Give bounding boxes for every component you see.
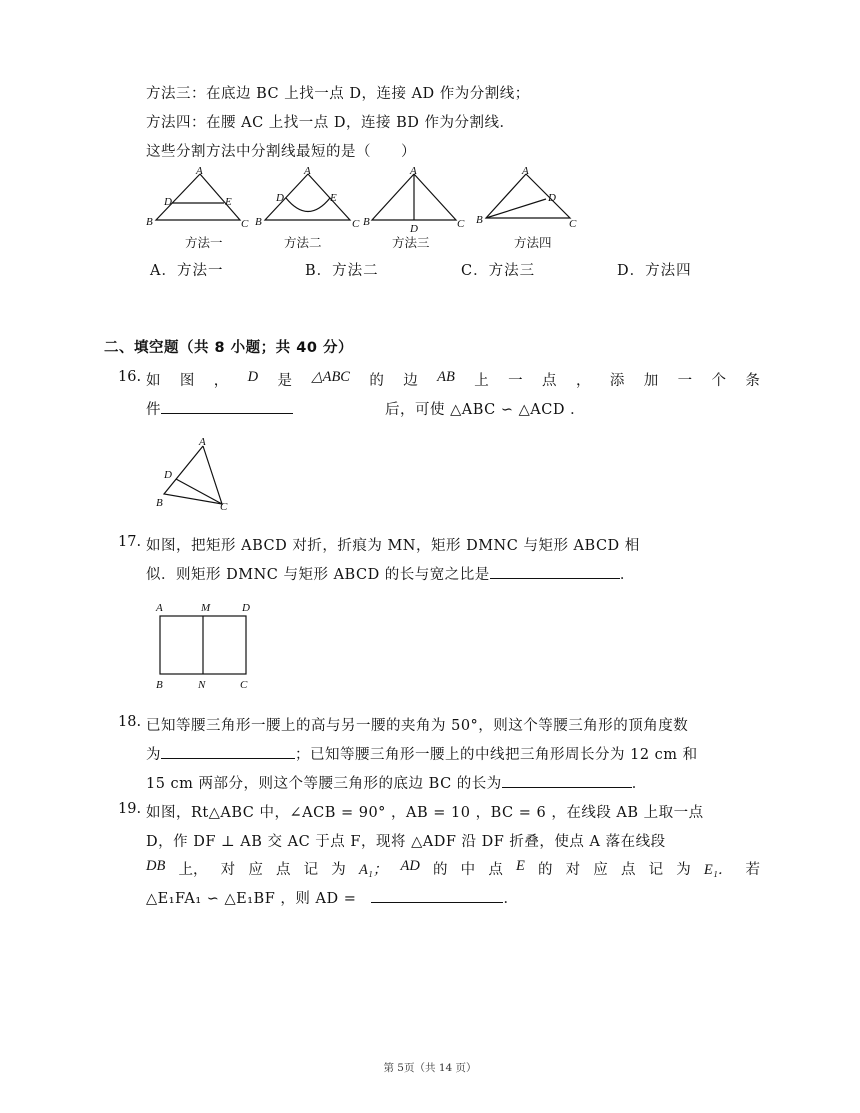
q18-line1: 已知等腰三角形一腰上的高与另一腰的夹角为 50°，则这个等腰三角形的顶角度数 [146,718,689,734]
svg-text:A: A [156,602,163,614]
svg-text:D: D [164,196,172,208]
svg-text:D: D [410,223,418,233]
svg-text:D: D [548,192,556,204]
q19-line1: 如图，Rt△ABC 中，∠ACB = 90° ，AB = 10 ，BC = 6 ，在线段 AB 上取一点 [146,805,704,821]
q19-number: 19. [118,801,142,817]
svg-text:C: C [240,679,248,691]
caption-method-three: 方法三 [392,235,430,250]
svg-text:M: M [201,602,211,614]
q19-answer-blank[interactable] [371,888,503,903]
q17-line2: 似．则矩形 DMNC 与矩形 ABCD 的长与宽之比是 ． [146,563,635,584]
q19-line3: DB 上， 对 应 点 记 为 A₁； AD 的 中 点 E 的 对 应 点 记 为 E₁． 若 [146,858,760,878]
svg-text:A: A [522,165,529,177]
svg-text:A: A [410,165,417,177]
svg-text:D: D [276,192,284,204]
svg-text:C: C [352,218,360,230]
q18-answer-blank-1[interactable] [161,744,295,759]
svg-text:E: E [330,192,337,204]
svg-text:E: E [225,196,232,208]
page-footer: 第 5页（共 14 页） [383,1062,477,1074]
q19-line4: △E₁FA₁ ∽ △E₁BF ，则 AD = ． [146,887,518,908]
svg-text:A: A [304,165,311,177]
option-d: D．方法四 [617,263,692,279]
q16-answer-blank[interactable] [161,399,293,414]
caption-method-two: 方法二 [284,235,322,250]
svg-text:C: C [220,501,228,510]
svg-text:B: B [363,216,370,228]
svg-text:C: C [241,218,249,230]
method-figures [140,165,590,233]
svg-text:B: B [146,216,153,228]
q17-figure [150,600,260,692]
figure-method-three [372,174,456,220]
q16-number: 16. [118,369,142,385]
svg-text:B: B [156,679,163,691]
option-b: B．方法二 [305,263,379,279]
caption-method-four: 方法四 [514,235,552,250]
q16-figure [152,434,238,510]
svg-text:B: B [255,216,262,228]
svg-text:B: B [156,497,163,509]
q17-number: 17. [118,534,142,550]
q19-line2: D，作 DF ⊥ AB 交 AC 于点 F，现将 △ADF 沿 DF 折叠，使点 A 落在线段 [146,834,666,850]
svg-text:C: C [569,218,577,230]
q18-number: 18. [118,714,142,730]
svg-text:D: D [242,602,250,614]
q16-line2: 件 后，可使 △ABC ∽ △ACD ． [146,398,585,419]
method-three-text: 方法三：在底边 BC 上找一点 D，连接 AD 作为分割线； [146,86,530,102]
section-title: 二、填空题（共 8 小题；共 40 分） [104,340,353,356]
caption-method-one: 方法一 [185,235,223,250]
option-c: C．方法三 [461,263,536,279]
q18-answer-blank-2[interactable] [502,773,632,788]
q18-line2: 为 ；已知等腰三角形一腰上的中线把三角形周长分为 12 cm 和 [146,743,698,764]
q18-line3: 15 cm 两部分，则这个等腰三角形的底边 BC 的长为 ． [146,772,647,793]
svg-text:A: A [196,165,203,177]
figure-method-four [486,174,570,218]
svg-text:B: B [476,214,483,226]
option-a: A．方法一 [150,263,224,279]
method-four-text: 方法四：在腰 AC 上找一点 D，连接 BD 作为分割线． [146,115,515,131]
q16-line1: 如 图 ， D 是 △ABC 的 边 AB 上 一 点 ， 添 加 一 个 条 [146,369,760,389]
svg-text:C: C [457,218,465,230]
svg-text:D: D [164,469,172,481]
q17-answer-blank[interactable] [490,564,620,579]
q17-line1: 如图，把矩形 ABCD 对折，折痕为 MN，矩形 DMNC 与矩形 ABCD 相 [146,538,640,554]
question15-stem: 这些分割方法中分割线最短的是（ ） [146,144,416,160]
svg-text:N: N [198,679,206,691]
svg-text:A: A [199,436,206,448]
